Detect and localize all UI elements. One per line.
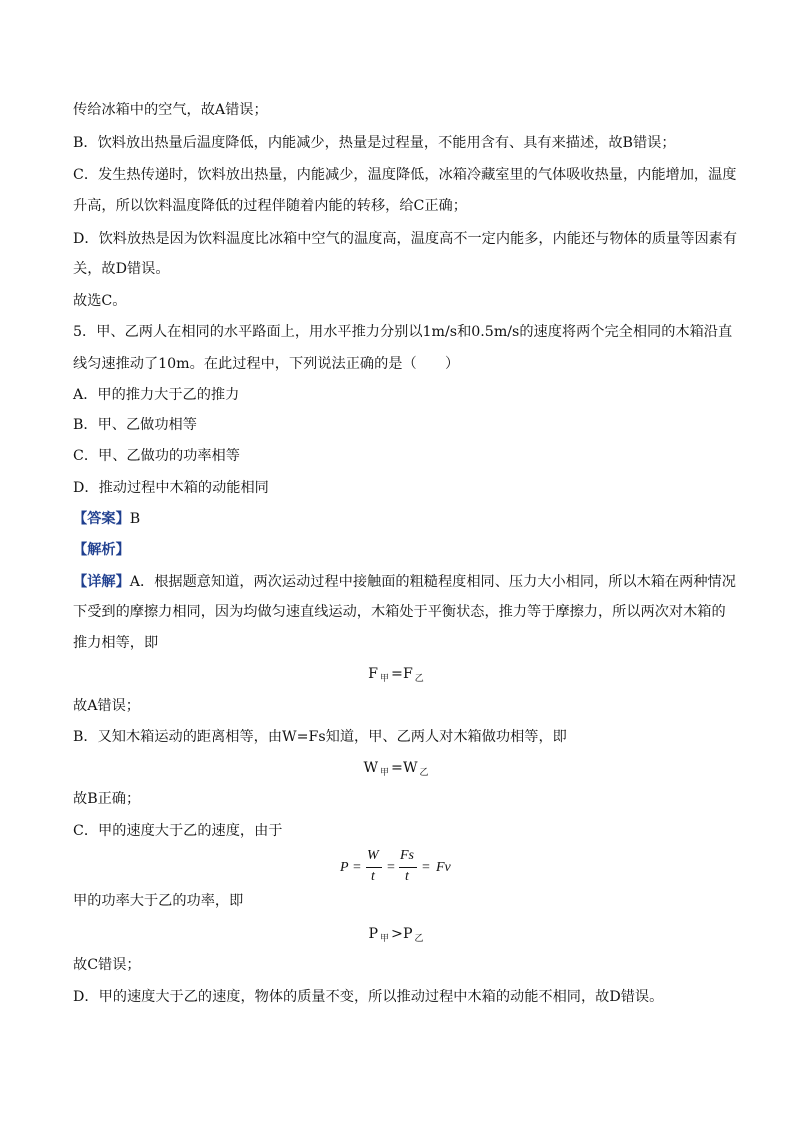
text-line: D．甲的速度大于乙的速度，物体的质量不变，所以推动过程中木箱的动能不相同，故D错误。 bbox=[73, 989, 664, 1005]
answer-line bbox=[73, 509, 140, 529]
detail-text: A．根据题意知道，两次运动过程中接触面的粗糙程度相同、压力大小相同，所以木箱在两种情况 bbox=[129, 574, 736, 590]
eq-subscript: 甲 bbox=[380, 934, 390, 944]
eq-subscript: 乙 bbox=[414, 934, 424, 944]
formula-numerator: Fs bbox=[400, 848, 414, 863]
question-text: 线匀速推动了10m。在此过程中，下列说法正确的是（ ） bbox=[73, 356, 460, 372]
text-line: 推力相等，即 bbox=[73, 635, 159, 651]
text-line: B．饮料放出热量后温度降低，内能减少，热量是过程量，不能用含有、具有来描述，故B错误； bbox=[73, 135, 676, 151]
answer-value: B bbox=[129, 511, 141, 527]
eq-subscript: 甲 bbox=[380, 768, 390, 778]
text-line: 关，故D错误。 bbox=[73, 261, 170, 277]
analysis-label: 【解析】 bbox=[73, 542, 130, 558]
text-line: C．甲的速度大于乙的速度，由于 bbox=[73, 823, 283, 839]
formula-denominator: t bbox=[371, 869, 375, 884]
question-text: 5．甲、乙两人在相同的水平路面上，用水平推力分别以1m/s和0.5m/s的速度将两个完全相同的木箱沿直 bbox=[73, 324, 733, 340]
analysis-line bbox=[73, 540, 130, 560]
formula-operator: = bbox=[387, 860, 395, 875]
eq-symbol: F bbox=[402, 666, 413, 682]
eq-operator: = bbox=[391, 760, 403, 776]
eq-subscript: 乙 bbox=[419, 768, 429, 778]
answer-label: 【答案】 bbox=[73, 511, 130, 527]
formula-denominator: t bbox=[405, 869, 409, 884]
option-a: A．甲的推力大于乙的推力 bbox=[73, 387, 240, 403]
text-line: 下受到的摩擦力相同，因为均做匀速直线运动，木箱处于平衡状态，推力等于摩擦力，所以两次对木箱的 bbox=[73, 604, 726, 620]
text-line: 甲的功率大于乙的功率，即 bbox=[73, 893, 244, 909]
text-line: 故C错误； bbox=[73, 957, 141, 973]
text-line: B．又知木箱运动的距离相等，由W=Fs知道，甲、乙两人对木箱做功相等，即 bbox=[73, 729, 567, 745]
fraction-bar bbox=[366, 867, 382, 868]
formula-operator: = bbox=[422, 860, 430, 875]
text-line: 故B正确； bbox=[73, 791, 141, 807]
formula-numerator: W bbox=[367, 848, 379, 863]
equation-power bbox=[0, 924, 794, 949]
eq-operator: = bbox=[391, 666, 403, 682]
eq-symbol: P bbox=[368, 926, 379, 942]
eq-symbol: P bbox=[402, 926, 413, 942]
equation-power-formula bbox=[340, 848, 480, 888]
option-c: C．甲、乙做功的功率相等 bbox=[73, 448, 240, 464]
text-line: C．发生热传递时，饮料放出热量，内能减少，温度降低，冰箱冷藏室里的气体吸收热量，内能增加，温度 bbox=[73, 167, 737, 183]
eq-operator: > bbox=[391, 926, 403, 942]
eq-symbol: W bbox=[402, 760, 418, 776]
text-line: D．饮料放热是因为饮料温度比冰箱中空气的温度高，温度高不一定内能多，内能还与物体的质量等因素有 bbox=[73, 231, 738, 247]
equation-work bbox=[0, 758, 794, 783]
equation-force bbox=[0, 664, 794, 689]
fraction-bar bbox=[399, 867, 417, 868]
text-line: 升高，所以饮料温度降低的过程伴随着内能的转移，给C正确； bbox=[73, 198, 467, 214]
text-line: 故选C。 bbox=[73, 293, 127, 309]
option-b: B．甲、乙做功相等 bbox=[73, 417, 197, 433]
text-line: 故A错误； bbox=[73, 698, 140, 714]
formula-symbol: P bbox=[340, 860, 349, 875]
option-d: D．推动过程中木箱的动能相同 bbox=[73, 480, 269, 496]
eq-symbol: W bbox=[363, 760, 379, 776]
formula-symbol: Fv bbox=[436, 860, 451, 875]
detail-label: 【详解】 bbox=[73, 574, 130, 590]
eq-subscript: 乙 bbox=[414, 674, 424, 684]
eq-subscript: 甲 bbox=[380, 674, 390, 684]
detail-line bbox=[73, 572, 736, 592]
text-line: 传给冰箱中的空气，故A错误； bbox=[73, 102, 268, 118]
eq-symbol: F bbox=[368, 666, 379, 682]
formula-operator: = bbox=[353, 860, 361, 875]
